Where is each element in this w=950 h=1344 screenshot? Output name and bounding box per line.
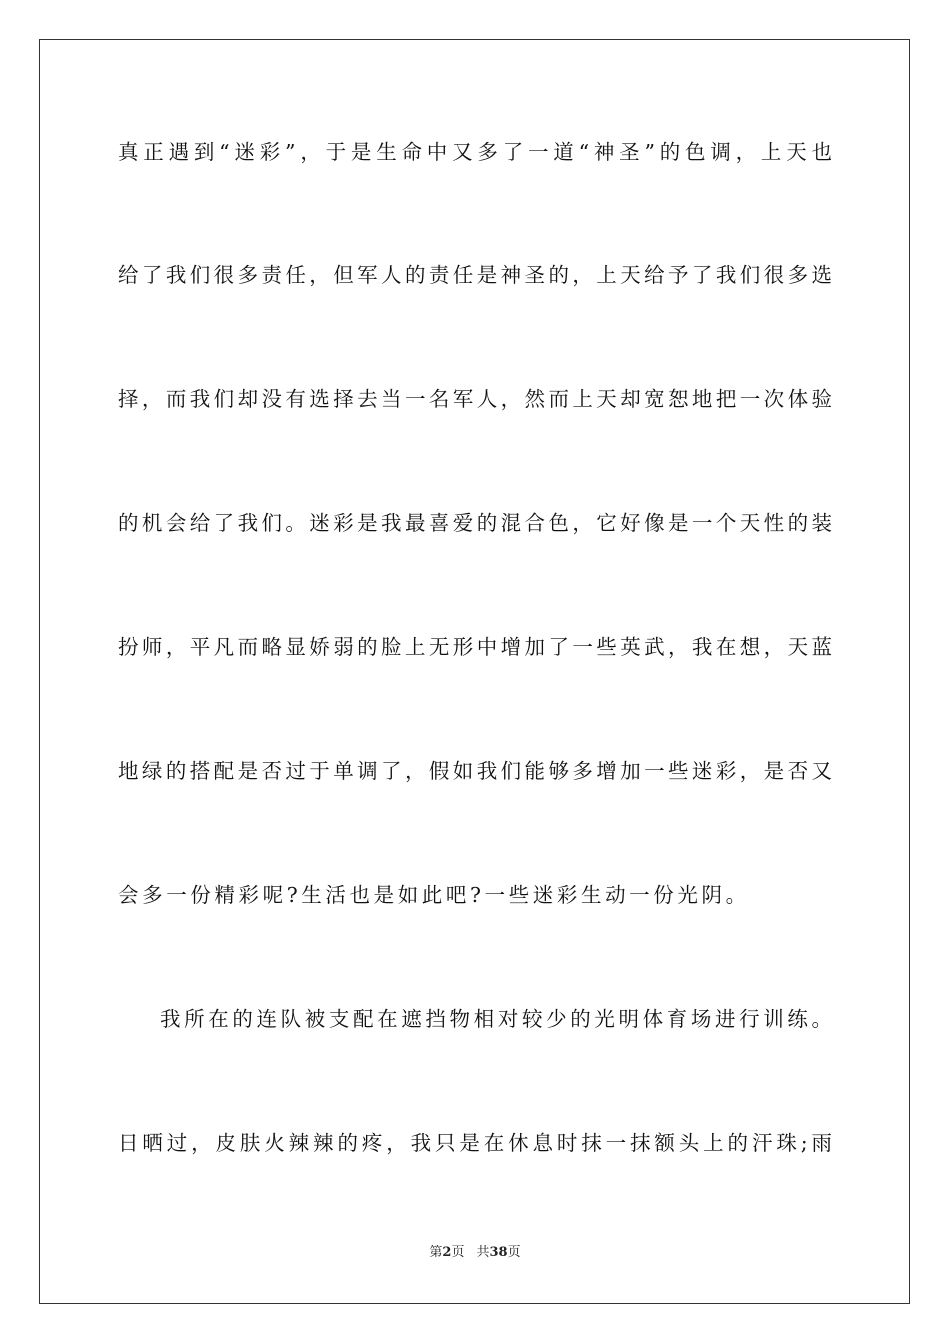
total-prefix: 共 <box>476 1245 490 1260</box>
text-line-3: 择，而我们却没有选择去当一名军人，然而上天却宽恕地把一次体验 <box>118 387 832 411</box>
text-line-7: 会多一份精彩呢?生活也是如此吧?一些迷彩生动一份光阴。 <box>118 883 750 907</box>
text-line-2: 给了我们很多责任，但军人的责任是神圣的，上天给予了我们很多选 <box>118 263 832 287</box>
page-suffix: 页 <box>451 1245 465 1260</box>
total-pages: 38 <box>489 1245 508 1260</box>
page-prefix: 第 <box>429 1245 443 1260</box>
paragraph-2-line-1: 我所在的连队被支配在遮挡物相对较少的光明体育场进行训练。 <box>160 1007 832 1031</box>
text-line-5: 扮师，平凡而略显娇弱的脸上无形中增加了一些英武，我在想，天蓝 <box>118 635 832 659</box>
paragraph-2-line-2: 日晒过，皮肤火辣辣的疼，我只是在休息时抹一抹额头上的汗珠;雨 <box>118 1131 832 1155</box>
page-border <box>39 39 910 1304</box>
page-footer <box>0 1244 950 1262</box>
text-line-6: 地绿的搭配是否过于单调了，假如我们能够多增加一些迷彩，是否又 <box>118 759 832 783</box>
text-line-4: 的机会给了我们。迷彩是我最喜爱的混合色，它好像是一个天性的装 <box>118 511 832 535</box>
page-number: 2 <box>442 1245 452 1260</box>
text-line-1: 真正遇到“迷彩”，于是生命中又多了一道“神圣”的色调，上天也 <box>118 140 832 164</box>
total-suffix: 页 <box>507 1245 521 1260</box>
